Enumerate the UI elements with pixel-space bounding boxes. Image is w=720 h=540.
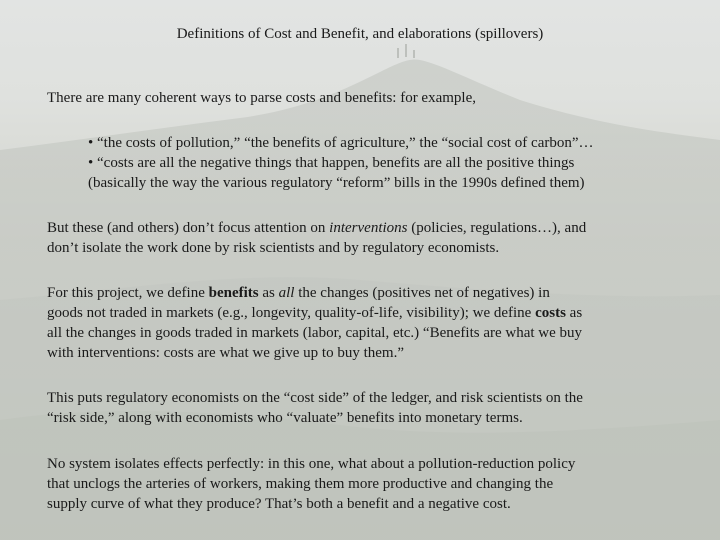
paragraph-cost-side-line-2: “risk side,” along with economists who “valuate” benefits into monetary terms.	[47, 410, 523, 426]
bullet-text: “costs are all the negative things that happen, benefits are all the positive things	[97, 155, 575, 171]
paragraph-spillover-line-2: that unclogs the arteries of workers, making them more productive and changing the	[47, 476, 554, 492]
text-span: as	[565, 305, 583, 321]
bullet-marker: •	[88, 155, 94, 171]
paragraph-definitions-line-2	[47, 303, 582, 323]
term-benefits: benefits	[208, 285, 259, 301]
slide-title: Definitions of Cost and Benefit, and elaborations (spillovers)	[176, 26, 544, 42]
paragraph-spillover-line-3: supply curve of what they produce? That’s both a benefit and a negative cost.	[47, 496, 511, 512]
text-span: the changes (positives net of negatives) in	[294, 285, 550, 301]
bullet-2	[88, 153, 574, 173]
paragraph-interventions-line-2: don’t isolate the work done by risk scientists and by regulatory economists.	[47, 240, 500, 256]
bullet-2-continuation: (basically the way the various regulatory “reform” bills in the 1990s defined them)	[88, 175, 585, 191]
paragraph-spillover-line-1: No system isolates effects perfectly: in this one, what about a pollution-reduction policy	[47, 456, 576, 472]
paragraph-definitions-line-1	[47, 283, 550, 303]
text-span: as	[258, 285, 279, 301]
summit-antennas	[398, 44, 414, 58]
intro-text: There are many coherent ways to parse costs and benefits: for example,	[47, 90, 476, 106]
paragraph-cost-side-line-1: This puts regulatory economists on the “cost side” of the ledger, and risk scientists on the	[47, 390, 583, 406]
paragraph-definitions-line-3: all the changes in goods traded in markets (labor, capital, etc.) “Benefits are what we buy	[47, 325, 583, 341]
emphasis-all: all	[278, 285, 295, 301]
term-costs: costs	[535, 305, 566, 321]
bullet-text: “the costs of pollution,” “the benefits of agriculture,” the “social cost of carbon”…	[97, 135, 594, 151]
bullet-1	[88, 133, 594, 153]
text-span: (policies, regulations…), and	[407, 220, 587, 236]
paragraph-interventions-line-1	[47, 218, 586, 238]
text-span: But these (and others) don’t focus attention on	[47, 220, 330, 236]
bullet-marker: •	[88, 135, 94, 151]
text-span: For this project, we define	[47, 285, 209, 301]
emphasis-interventions: interventions	[329, 220, 408, 236]
paragraph-definitions-line-4: with interventions: costs are what we give up to buy them.”	[47, 345, 405, 361]
text-span: goods not traded in markets (e.g., longevity, quality-of-life, visibility); we define	[47, 305, 536, 321]
